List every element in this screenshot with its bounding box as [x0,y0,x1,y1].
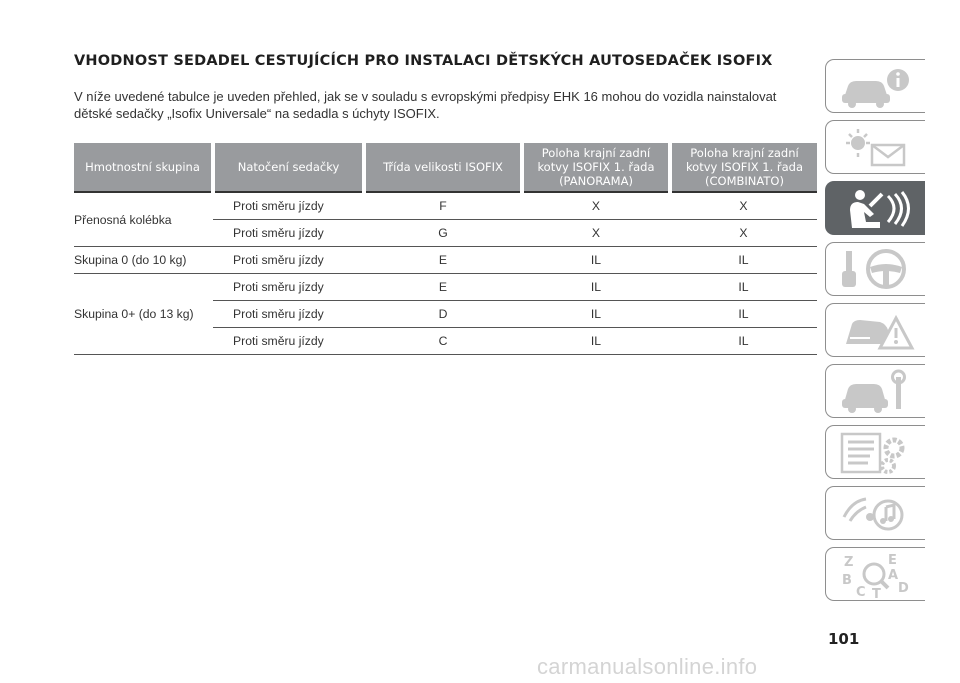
panorama-cell: IL [522,328,670,355]
combinato-cell: X [670,192,817,220]
header-weight-group: Hmotnostní skupina [74,143,213,192]
tab-car-tools[interactable] [825,364,925,418]
group-cell: Přenosná kolébka [74,192,213,247]
combinato-cell: IL [670,301,817,328]
tab-car-warning[interactable] [825,303,925,357]
intro-paragraph: V níže uvedené tabulce je uveden přehled, jak se v souladu s evropskými předpisy EHK 16 mohou do vozidla nainstalovat dětské sedačky „Isofix Universale“ na sedadla s úchyty ISOFIX. [74,89,777,121]
car-tools-icon [840,369,916,415]
header-orientation: Natočení sedačky [213,143,364,192]
page-title: VHODNOST SEDADEL CESTUJÍCÍCH PRO INSTALACI DĚTSKÝCH AUTOSEDAČEK ISOFIX [74,53,773,69]
orientation-cell: Proti směru jízdy [213,220,364,247]
watermark: carmanualsonline.info [537,654,758,679]
panorama-cell: IL [522,247,670,274]
tab-key-steering[interactable] [825,242,925,296]
panorama-cell: IL [522,274,670,301]
combinato-cell: IL [670,328,817,355]
svg-text:Z: Z [844,555,854,570]
table-row [74,247,817,274]
size-cell: C [364,328,522,355]
size-cell: G [364,220,522,247]
table-row [74,274,817,301]
car-warning-triangle-icon [840,308,916,354]
size-cell: F [364,192,522,220]
multimedia-icon [840,491,916,537]
isofix-table [74,143,817,355]
chapter-sidebar [825,59,928,608]
page-number: 101 [828,630,860,648]
tab-multimedia[interactable] [825,486,925,540]
orientation-cell: Proti směru jízdy [213,301,364,328]
table-row [74,192,817,220]
car-info-icon [840,64,916,110]
orientation-cell: Proti směru jízdy [213,247,364,274]
combinato-cell: IL [670,247,817,274]
tab-alphabetical-index[interactable] [825,547,925,601]
panorama-cell: X [522,220,670,247]
svg-text:D: D [898,581,909,596]
svg-text:E: E [888,553,897,568]
seat-airbag-icon [840,186,916,232]
svg-text:C: C [856,585,866,598]
combinato-cell: IL [670,274,817,301]
panorama-cell: IL [522,301,670,328]
tab-seat-airbag[interactable] [825,181,925,235]
size-cell: E [364,247,522,274]
svg-text:B: B [842,573,852,588]
header-size-class: Třída velikosti ISOFIX [364,143,522,192]
orientation-cell: Proti směru jízdy [213,192,364,220]
key-steering-wheel-icon [840,247,916,293]
size-cell: D [364,301,522,328]
tab-car-info[interactable] [825,59,925,113]
panorama-cell: X [522,192,670,220]
group-cell: Skupina 0+ (do 13 kg) [74,274,213,355]
table-header-row [74,143,817,192]
svg-text:T: T [872,587,881,598]
svg-text:A: A [888,568,899,583]
size-cell: E [364,274,522,301]
tab-warning-lights[interactable] [825,120,925,174]
tab-specifications[interactable] [825,425,925,479]
orientation-cell: Proti směru jízdy [213,328,364,355]
warning-lights-icon [840,125,916,171]
specifications-gears-icon [840,430,916,476]
alphabetical-index-icon [840,552,916,598]
combinato-cell: X [670,220,817,247]
header-combinato: Poloha krajní zadní kotvy ISOFIX 1. řada (COMBINATO) [670,143,817,192]
header-panorama: Poloha krajní zadní kotvy ISOFIX 1. řada (PANORAMA) [522,143,670,192]
group-cell: Skupina 0 (do 10 kg) [74,247,213,274]
orientation-cell: Proti směru jízdy [213,274,364,301]
